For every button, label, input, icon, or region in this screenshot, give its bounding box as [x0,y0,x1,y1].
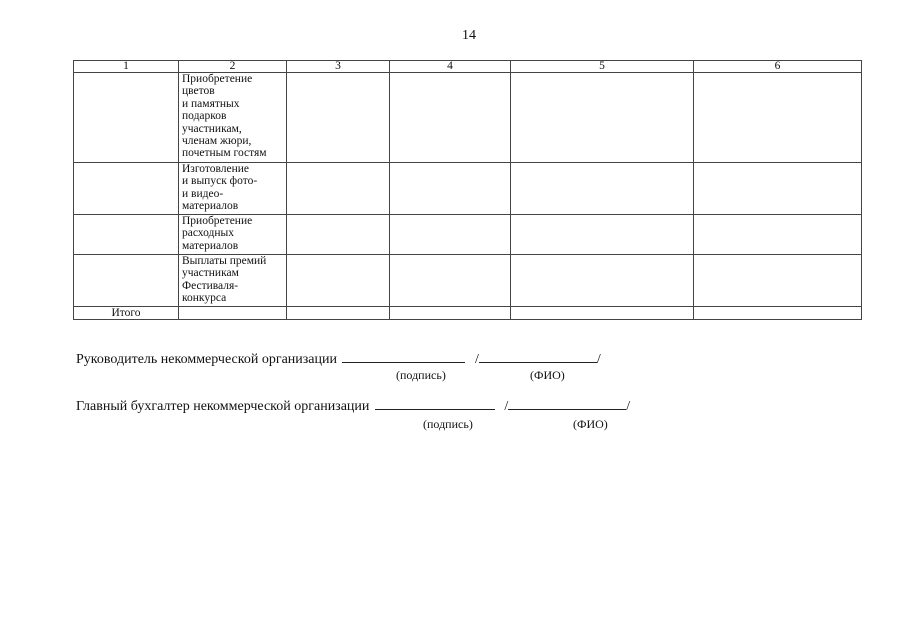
table-cell [390,215,511,255]
table-cell [390,73,511,163]
slash: / [596,352,601,367]
table-cell [179,307,287,320]
slash: / [504,399,509,414]
director-role-label: Руководитель некоммерческой организации [76,352,337,367]
table-cell [390,163,511,215]
table-cell [511,215,694,255]
table-cell [287,163,390,215]
director-signature-line [76,350,601,368]
table-cell [74,215,179,255]
column-header: 3 [287,61,390,73]
director-name-blank[interactable] [479,350,597,363]
table-cell [287,307,390,320]
table-row [74,255,862,307]
table-cell [287,215,390,255]
table-cell [694,215,862,255]
table-cell [390,307,511,320]
table-cell [694,73,862,163]
expense-item-cell: Изготовление и выпуск фото- и видео- материалов [179,163,287,215]
signature-caption: (подпись) [423,417,473,431]
table-cell [287,73,390,163]
table-cell [74,73,179,163]
table-cell [74,255,179,307]
column-header: 5 [511,61,694,73]
name-caption: (ФИО) [573,417,608,431]
table-cell [511,255,694,307]
slash: / [626,399,631,414]
slash: / [474,352,479,367]
table-cell [694,163,862,215]
column-header: 6 [694,61,862,73]
expense-item-cell: Приобретение цветов и памятных подарков участникам, членам жюри, почетным гостям [179,73,287,163]
name-caption: (ФИО) [530,368,565,382]
table-cell [694,255,862,307]
column-header: 1 [74,61,179,73]
table-cell [390,255,511,307]
table-cell [511,163,694,215]
signature-caption: (подпись) [396,368,446,382]
column-header: 4 [390,61,511,73]
table-cell [511,307,694,320]
total-row [74,307,862,320]
accountant-name-blank[interactable] [508,397,626,410]
expense-item-cell: Приобретение расходных материалов [179,215,287,255]
table-cell [694,307,862,320]
budget-table [73,60,862,320]
total-label: Итого [74,307,179,320]
table-cell [511,73,694,163]
page-number: 14 [462,28,476,43]
accountant-signature-blank[interactable] [375,397,495,410]
column-header: 2 [179,61,287,73]
accountant-role-label: Главный бухгалтер некоммерческой организации [76,399,370,414]
table-row [74,73,862,163]
table-cell [287,255,390,307]
table-row [74,163,862,215]
director-signature-blank[interactable] [342,350,465,363]
table-row [74,215,862,255]
table-cell [74,163,179,215]
table-header-row [74,61,862,73]
accountant-signature-line [76,397,630,415]
expense-item-cell: Выплаты премий участникам Фестиваля- конкурса [179,255,287,307]
